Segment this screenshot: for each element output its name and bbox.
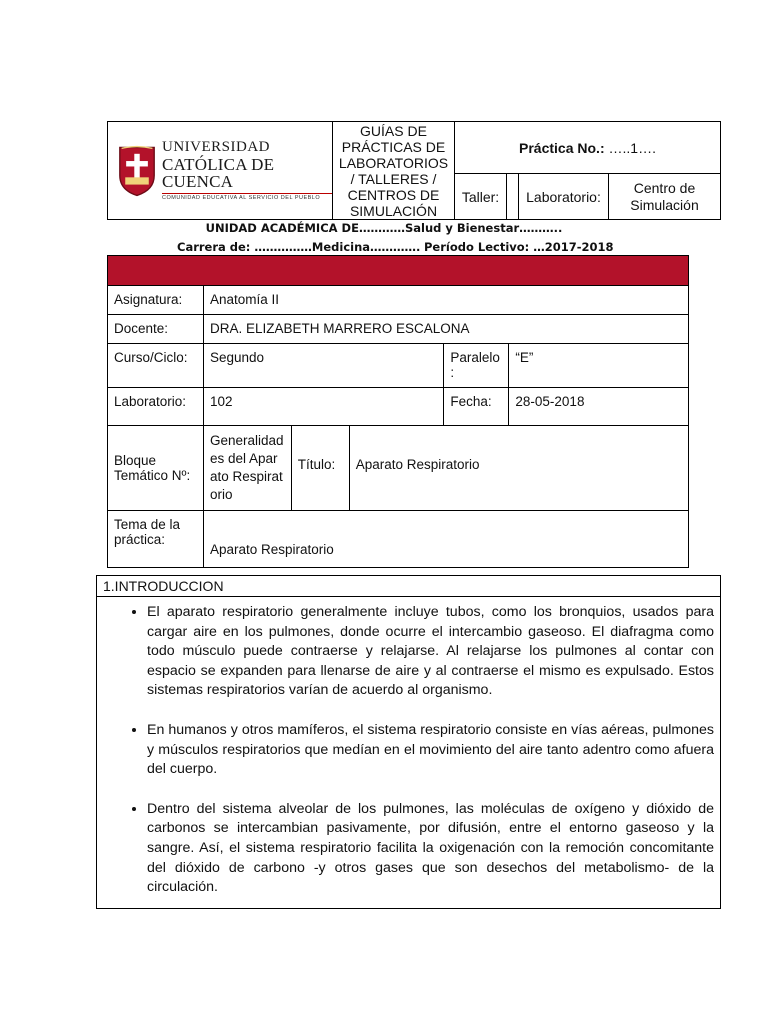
curso-label: Curso/Ciclo: [108, 344, 204, 388]
practica-cell [455, 122, 721, 174]
guide-title-line: CENTROS DE [347, 186, 440, 203]
taller-label: Taller: [455, 174, 507, 220]
guide-title-line: LABORATORIOS [338, 154, 449, 171]
carrera-line: Carrera de: ……………Medicina…………. [177, 240, 421, 254]
fecha-label: Fecha: [444, 388, 509, 426]
guide-title-line: GUÍAS DE [360, 122, 427, 139]
taller-check [507, 174, 519, 220]
tema-label: Tema de la práctica: [108, 511, 204, 568]
laboratorio-value: 102 [203, 388, 443, 426]
periodo-line: Período Lectivo: …2017-2018 [424, 240, 614, 254]
list-item: • En humanos y otros mamíferos, el sistema respiratorio consiste en vías aéreas, pulmones y músculos respiratorios que medían en el movimiento del aire tanto adentro como afuera del cuerpo. [147, 721, 714, 780]
bloque-label: Bloque Temático Nº: [108, 426, 204, 511]
university-tagline: COMUNIDAD EDUCATIVA AL SERVICIO DEL PUEBLO [162, 193, 332, 202]
fecha-value: 28-05-2018 [509, 388, 689, 426]
asignatura-label: Asignatura: [108, 286, 204, 315]
university-logo [108, 140, 332, 202]
introduction-list [97, 603, 720, 898]
header-bar [108, 256, 689, 286]
paralelo-value: “E” [509, 344, 689, 388]
guide-title-line: / TALLERES / [350, 170, 437, 187]
practica-value: …..1…. [608, 139, 656, 156]
titulo-value: Aparato Respiratorio [349, 426, 688, 511]
list-item: • Dentro del sistema alveolar de los pulmones, las moléculas de oxígeno y dióxido de carbonos se intercambian pasivamente, por difusión, entre el entorno gaseoso y la sangre. Así, el sistema respiratorio facilita la oxigenación con la remoción concomitante del dióxido de carbono -y otros gases que son desechos del metabolismo- de la circulación. [147, 800, 714, 898]
university-line2: CATÓLICA DE CUENCA [162, 154, 275, 191]
guide-title-line: SIMULACIÓN [349, 202, 438, 219]
unidad-academica-line: UNIDAD ACADÉMICA DE…………Salud y Bienestar……….. [205, 221, 563, 235]
header-table [107, 121, 721, 220]
practica-label: Práctica No.: [519, 139, 605, 156]
info-table [107, 255, 689, 568]
asignatura-value: Anatomía II [203, 286, 688, 315]
centro-simulacion-label: Centro de Simulación [609, 174, 721, 220]
university-name [162, 140, 332, 202]
introduction-section [96, 575, 721, 909]
laboratorio-label: Laboratorio: [108, 388, 204, 426]
titulo-label: Título: [291, 426, 349, 511]
paralelo-label: Paralelo : [444, 344, 509, 388]
introduction-title: 1.INTRODUCCION [97, 576, 720, 597]
bloque-value: Generalidades del Aparato Respiratorio [203, 426, 291, 511]
guide-title-line: PRÁCTICAS DE [341, 138, 446, 155]
tema-value: Aparato Respiratorio [203, 511, 688, 568]
docente-label: Docente: [108, 315, 204, 344]
list-item: • El aparato respiratorio generalmente incluye tubos, como los bronquios, usados para cargar aire en los pulmones, donde ocurre el intercambio gaseoso. El diafragma como todo músculo puede contraerse y relajarse. Al relajarse los pulmones al contar con espacio se expanden para llenarse de aire y al contraerse el mismo es expulsado. Estos sistemas respiratorios varían de acuerdo al organismo. [147, 603, 714, 701]
curso-value: Segundo [203, 344, 443, 388]
logo-cell [108, 122, 333, 220]
laboratorio-type-label: Laboratorio: [519, 174, 609, 220]
guide-title-cell [333, 122, 455, 220]
university-line1: UNIVERSIDAD [162, 138, 271, 155]
shield-icon [118, 142, 156, 200]
docente-value: DRA. ELIZABETH MARRERO ESCALONA [203, 315, 688, 344]
